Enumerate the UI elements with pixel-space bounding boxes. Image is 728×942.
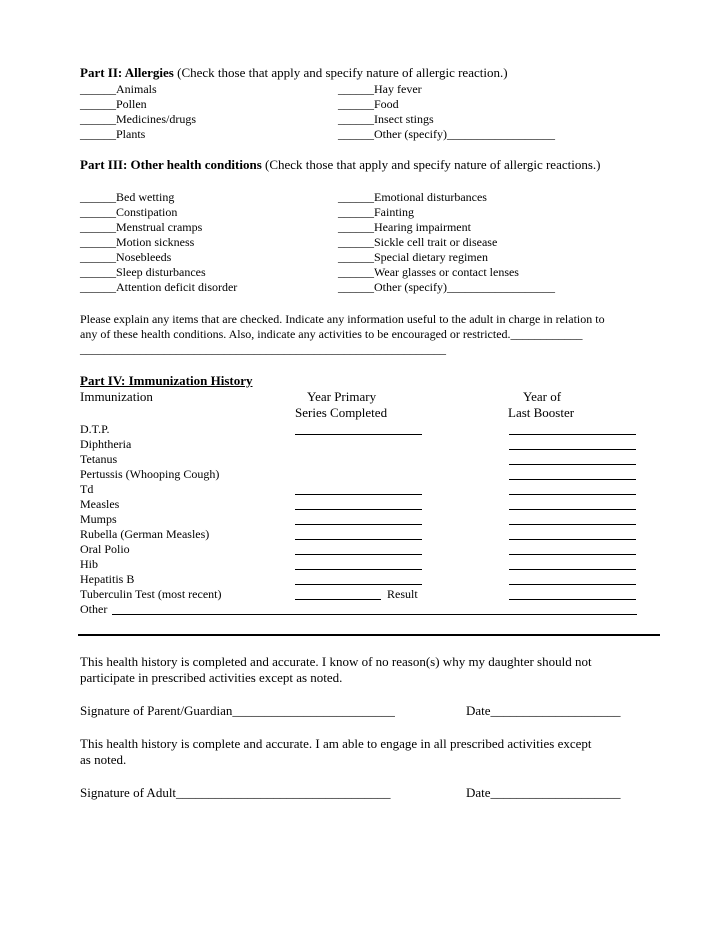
primary-blank-rubella[interactable]	[295, 539, 422, 540]
condition-attention-deficit[interactable]: ______Attention deficit disorder	[80, 280, 238, 294]
condition-fainting[interactable]: ______Fainting	[338, 205, 415, 219]
allergy-plants[interactable]: ______Plants	[80, 127, 146, 141]
col-primary-header-2: Series Completed	[295, 405, 388, 420]
other-immunization-blank[interactable]	[112, 614, 637, 615]
part3-subtitle: (Check those that apply and specify nature of allergic reactions.)	[261, 157, 601, 172]
booster-blank-rubella[interactable]	[509, 539, 636, 540]
condition-nosebleeds[interactable]: ______Nosebleeds	[80, 250, 172, 264]
allergy-pollen[interactable]: ______Pollen	[80, 97, 147, 111]
booster-blank-hepatitis[interactable]	[509, 584, 636, 585]
booster-blank-hib[interactable]	[509, 569, 636, 570]
parent-statement-2: participate in prescribed activities except as noted.	[80, 670, 343, 685]
booster-blank-diphtheria[interactable]	[509, 449, 636, 450]
primary-blank-tuberculin[interactable]	[295, 599, 381, 600]
condition-dietary[interactable]: ______Special dietary regimen	[338, 250, 488, 264]
immunization-tetanus: Tetanus	[80, 452, 118, 466]
booster-blank-tuberculin[interactable]	[509, 599, 636, 600]
allergy-medicines[interactable]: ______Medicines/drugs	[80, 112, 196, 126]
parent-signature-field[interactable]: Signature of Parent/Guardian_________________________	[80, 703, 395, 718]
part3-title: Part III: Other health conditions	[80, 157, 262, 172]
immunization-oral-polio: Oral Polio	[80, 542, 130, 556]
tuberculin-result-label: Result	[387, 587, 418, 601]
immunization-mumps: Mumps	[80, 512, 117, 526]
primary-blank-mumps[interactable]	[295, 524, 422, 525]
booster-blank-measles[interactable]	[509, 509, 636, 510]
col-booster-header-1: Year of	[523, 389, 562, 404]
allergy-other[interactable]: ______Other (specify)__________________	[338, 127, 555, 141]
immunization-rubella: Rubella (German Measles)	[80, 527, 210, 541]
allergy-food[interactable]: ______Food	[338, 97, 399, 111]
explain-line-3[interactable]: _____________________________________________________________	[80, 342, 446, 356]
col-booster-header-2: Last Booster	[508, 405, 575, 420]
adult-statement-1: This health history is complete and accurate. I am able to engage in all prescribed activities except	[80, 736, 592, 751]
col-primary-header-1: Year Primary	[307, 389, 377, 404]
allergy-hay-fever[interactable]: ______Hay fever	[338, 82, 422, 96]
condition-bed-wetting[interactable]: ______Bed wetting	[80, 190, 175, 204]
parent-date-field[interactable]: Date____________________	[466, 703, 621, 718]
condition-menstrual-cramps[interactable]: ______Menstrual cramps	[80, 220, 203, 234]
condition-sickle-cell[interactable]: ______Sickle cell trait or disease	[338, 235, 498, 249]
immunization-pertussis: Pertussis (Whooping Cough)	[80, 467, 220, 481]
immunization-hepatitis-b: Hepatitis B	[80, 572, 135, 586]
section-divider	[78, 634, 660, 636]
primary-blank-polio[interactable]	[295, 554, 422, 555]
booster-blank-polio[interactable]	[509, 554, 636, 555]
explain-line-2[interactable]: any of these health conditions. Also, indicate any activities to be encouraged or restricted.____________	[80, 327, 583, 341]
condition-sleep-disturbances[interactable]: ______Sleep disturbances	[80, 265, 206, 279]
parent-statement-1: This health history is completed and accurate. I know of no reason(s) why my daughter should not	[80, 654, 592, 669]
condition-other[interactable]: ______Other (specify)__________________	[338, 280, 555, 294]
condition-hearing[interactable]: ______Hearing impairment	[338, 220, 471, 234]
immunization-td: Td	[80, 482, 94, 496]
primary-blank-td[interactable]	[295, 494, 422, 495]
immunization-other: Other	[80, 602, 108, 616]
condition-emotional[interactable]: ______Emotional disturbances	[338, 190, 487, 204]
primary-blank-hepatitis[interactable]	[295, 584, 422, 585]
adult-date-field[interactable]: Date____________________	[466, 785, 621, 800]
immunization-dtp: D.T.P.	[80, 422, 110, 436]
immunization-tuberculin: Tuberculin Test (most recent)	[80, 587, 222, 601]
part2-heading	[80, 65, 508, 80]
col-immunization-header: Immunization	[80, 389, 153, 404]
primary-blank-measles[interactable]	[295, 509, 422, 510]
allergy-insect-stings[interactable]: ______Insect stings	[338, 112, 434, 126]
condition-glasses[interactable]: ______Wear glasses or contact lenses	[338, 265, 519, 279]
adult-signature-field[interactable]: Signature of Adult_________________________________	[80, 785, 391, 800]
booster-blank-pertussis[interactable]	[509, 479, 636, 480]
part3-heading	[80, 157, 600, 172]
immunization-diphtheria: Diphtheria	[80, 437, 132, 451]
booster-blank-mumps[interactable]	[509, 524, 636, 525]
booster-blank-tetanus[interactable]	[509, 464, 636, 465]
immunization-hib: Hib	[80, 557, 98, 571]
booster-blank-td[interactable]	[509, 494, 636, 495]
adult-statement-2: as noted.	[80, 752, 127, 767]
explain-line-1: Please explain any items that are checked. Indicate any information useful to the adult in charge in relation to	[80, 312, 605, 326]
condition-motion-sickness[interactable]: ______Motion sickness	[80, 235, 195, 249]
part4-title: Part IV: Immunization History	[80, 373, 253, 388]
condition-constipation[interactable]: ______Constipation	[80, 205, 178, 219]
part2-subtitle: (Check those that apply and specify nature of allergic reaction.)	[173, 65, 508, 80]
immunization-measles: Measles	[80, 497, 120, 511]
part2-title: Part II: Allergies	[80, 65, 174, 80]
booster-blank-dtp[interactable]	[509, 434, 636, 435]
primary-blank-dtp[interactable]	[295, 434, 422, 435]
allergy-animals[interactable]: ______Animals	[80, 82, 157, 96]
primary-blank-hib[interactable]	[295, 569, 422, 570]
